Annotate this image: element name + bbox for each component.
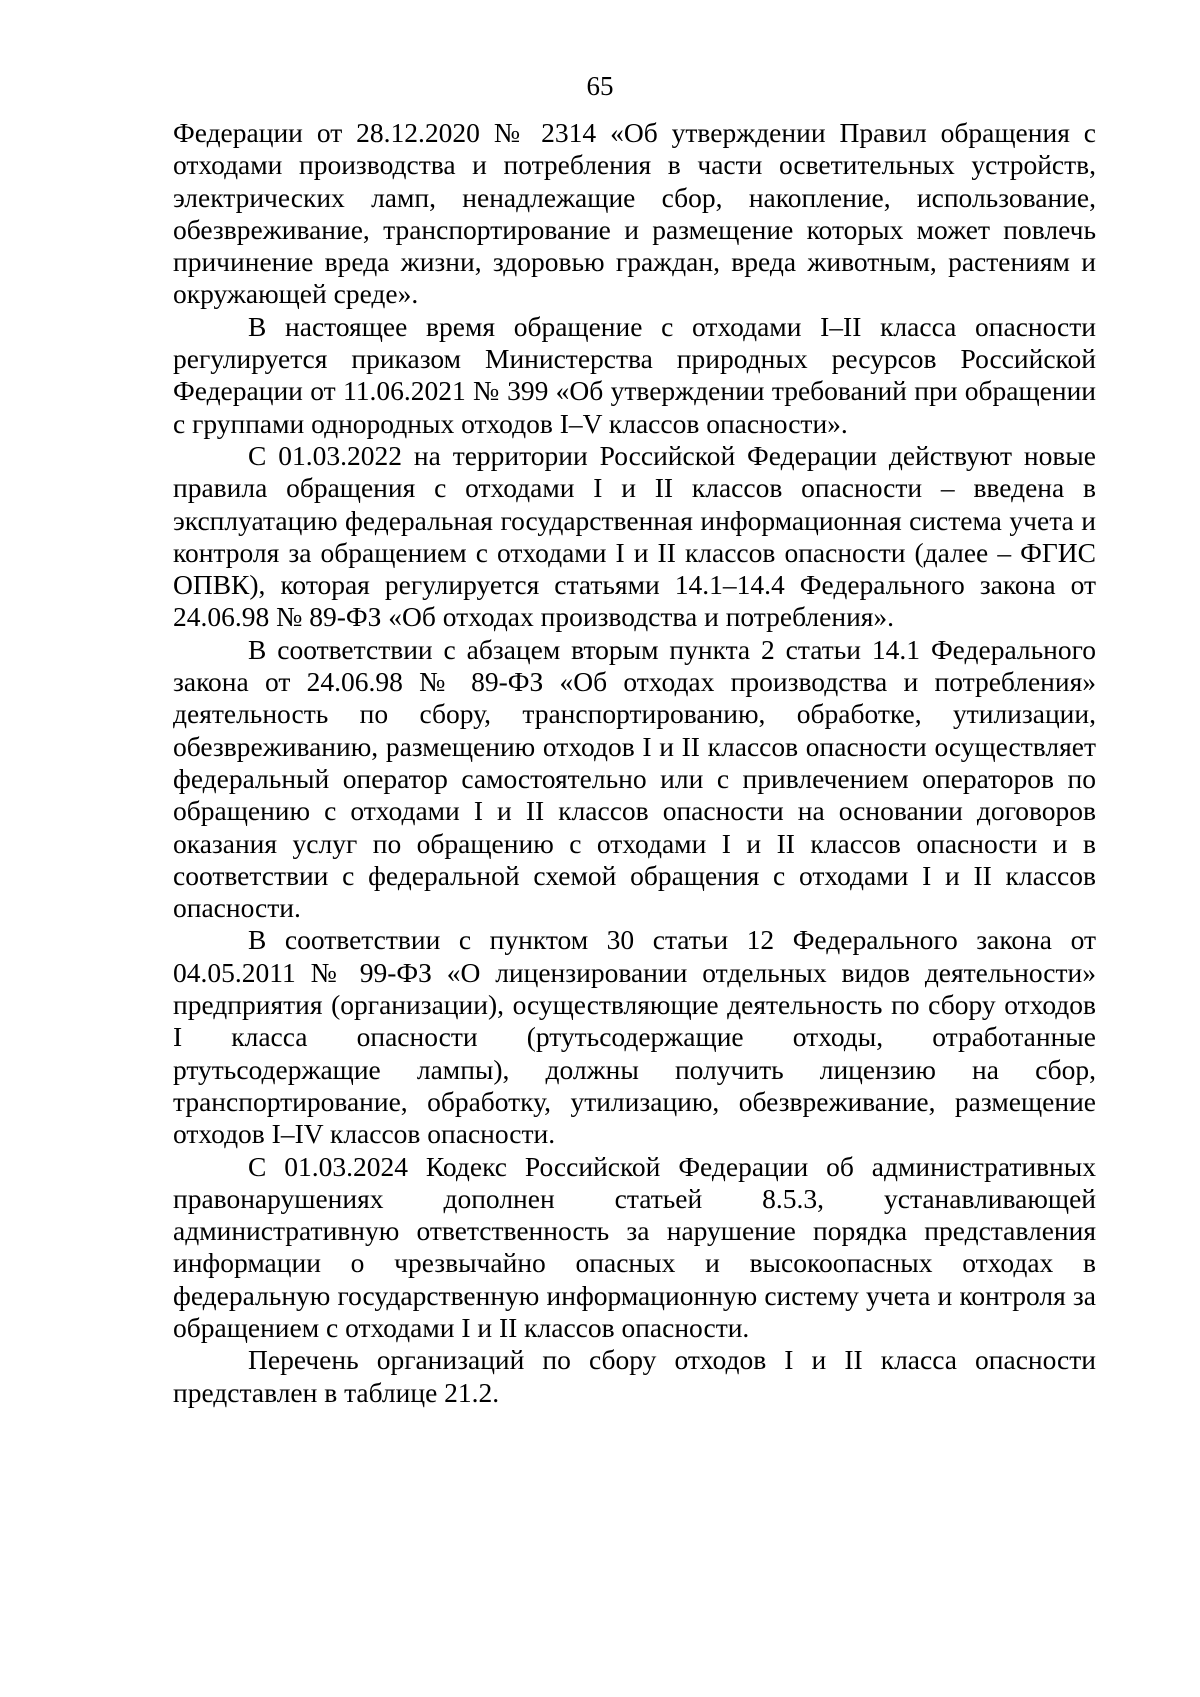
page-number: 65 <box>586 71 614 101</box>
paragraph-administrative-code: С 01.03.2024 Кодекс Российской Федерации об административных правонарушениях дополнен статьей 8.5.3, устанавливающей административную ответственность за нарушение порядка представления информации о чрезвычайно опасных и высокоопасных отходах в федеральную государственную информационную систему учета и контроля за обращением с отходами I и II классов опасности. <box>173 1150 1096 1343</box>
paragraph-licensing: В соответствии с пунктом 30 статьи 12 Федерального закона от 04.05.2011 № 99-ФЗ «О лицензировании отдельных видов деятельности» предприятия (организации), осуществляющие деятельность по сбору отходов I класса опасности (ртутьсодержащие отходы, отработанные ртутьсодержащие лампы), должны получить лицензию на сбор, транспортирование, обработку, утилизацию, обезвреживание, размещение отходов I–IV классов опасности. <box>173 924 1096 1150</box>
document-body <box>173 117 1096 1409</box>
paragraph-table-reference: Перечень организаций по сбору отходов I и II класса опасности представлен в таблице 21.2. <box>173 1344 1096 1408</box>
paragraph-fgis-opvk: С 01.03.2022 на территории Российской Федерации действуют новые правила обращения с отходами I и II классов опасности – введена в эксплуатацию федеральная государственная информационная система учета и контроля за обращением с отходами I и II классов опасности (далее – ФГИС ОПВК), которая регулируется статьями 14.1–14.4 Федерального закона от 24.06.98 № 89-ФЗ «Об отходах производства и потребления». <box>173 439 1096 633</box>
paragraph-continuation: Федерации от 28.12.2020 № 2314 «Об утверждении Правил обращения с отходами производства и потребления в части осветительных устройств, электрических ламп, ненадлежащие сбор, накопление, использование, обезвреживание, транспортирование и размещение которых может повлечь причинение вреда жизни, здоровью граждан, вреда животным, растениям и окружающей среде». <box>173 117 1096 310</box>
paragraph-current-regulation: В настоящее время обращение с отходами I–II класса опасности регулируется приказом Министерства природных ресурсов Российской Федерации от 11.06.2021 № 399 «Об утверждении требований при обращении с группами однородных отходов I–V классов опасности». <box>173 310 1096 439</box>
paragraph-federal-operator: В соответствии с абзацем вторым пункта 2 статьи 14.1 Федерального закона от 24.06.98 № 89-ФЗ «Об отходах производства и потребления» деятельность по сбору, транспортированию, обработке, утилизации, обезвреживанию, размещению отходов I и II классов опасности осуществляет федеральный оператор самостоятельно или с привлечением операторов по обращению с отходами I и II классов опасности на основании договоров оказания услуг по обращению с отходами I и II классов опасности и в соответствии с федеральной схемой обращения с отходами I и II классов опасности. <box>173 633 1096 924</box>
